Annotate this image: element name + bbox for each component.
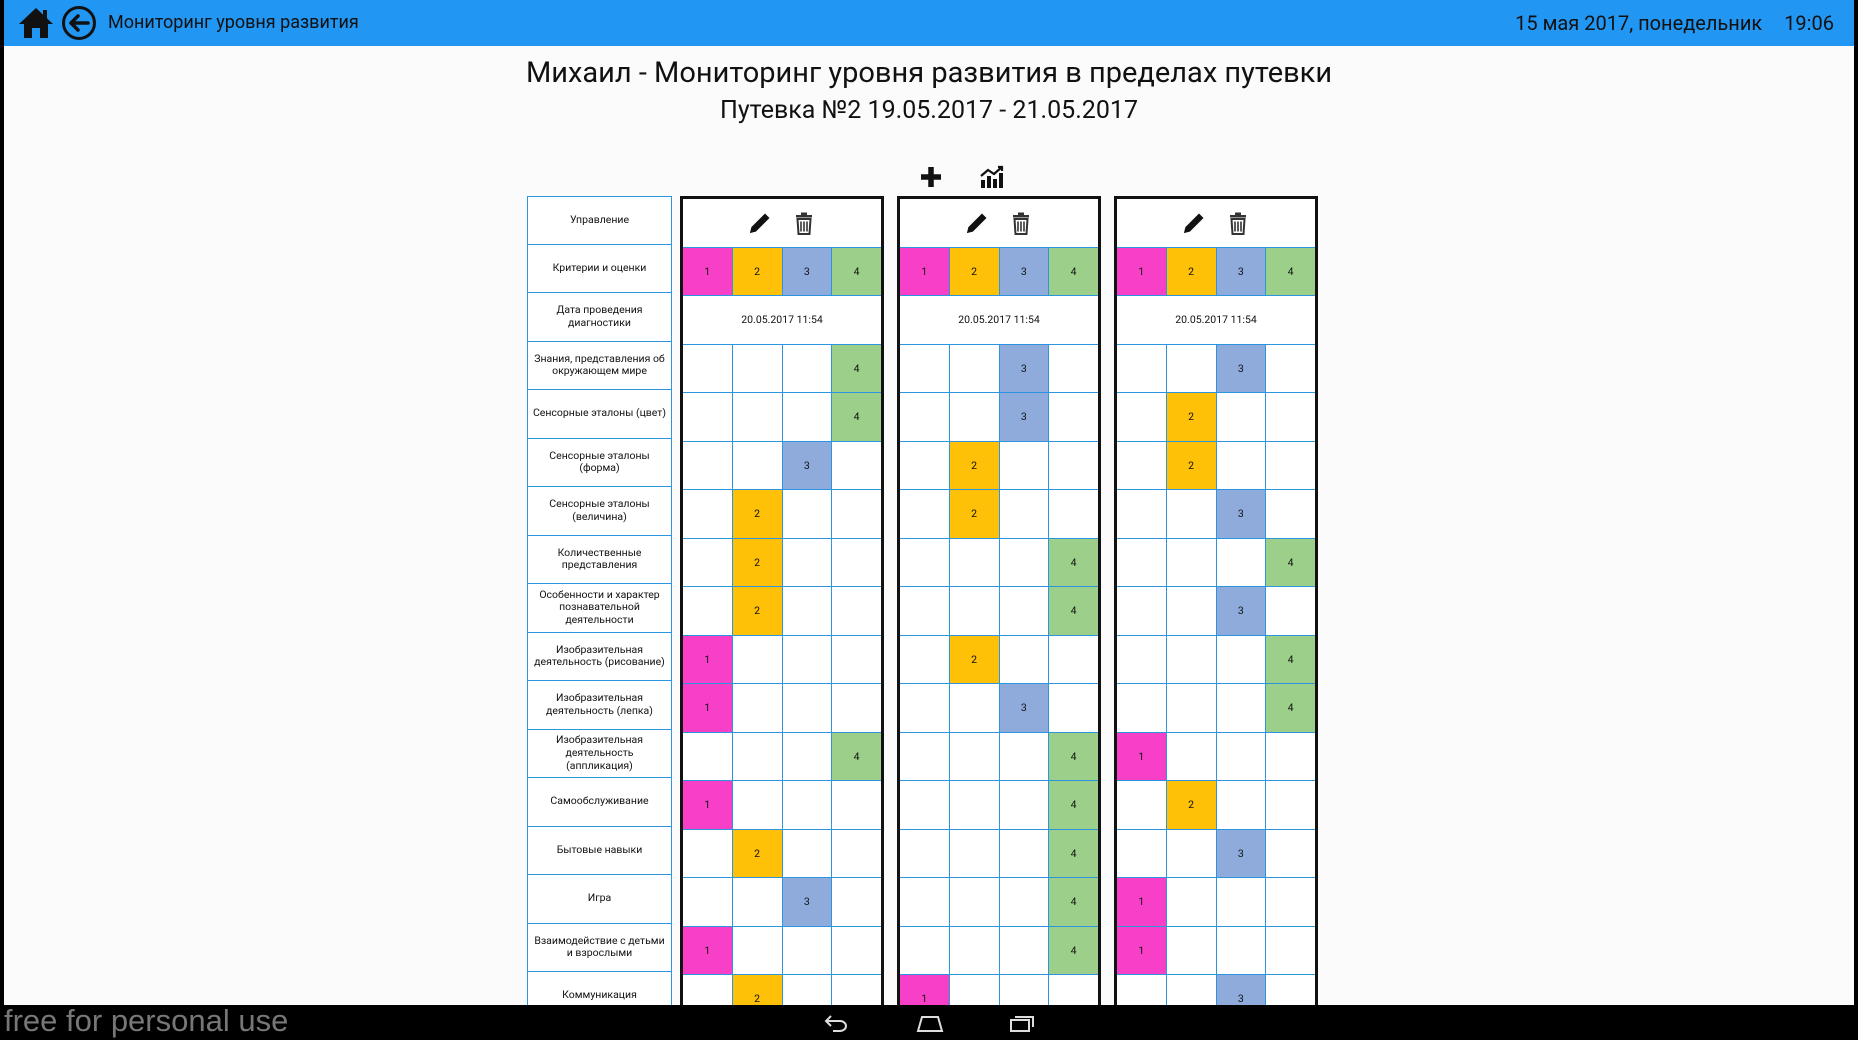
score-cell[interactable]: 1 [1117,878,1167,926]
score-cell[interactable] [783,636,833,684]
criteria-legend-cell: 1 [900,248,950,296]
score-cell[interactable] [683,490,733,538]
score-row [900,927,1098,976]
score-cell[interactable] [1217,539,1267,587]
score-row [1117,684,1315,733]
delete-icon[interactable] [791,210,817,236]
app-bar-title: Мониторинг уровня развития [108,12,359,33]
score-cell[interactable]: 4 [1049,781,1098,829]
score-cell[interactable] [1167,684,1217,732]
score-cell[interactable]: 1 [683,781,733,829]
score-cell[interactable] [1167,927,1217,975]
score-cell[interactable]: 3 [1000,684,1050,732]
score-row [1117,975,1315,1005]
score-cell[interactable] [1049,490,1098,538]
score-cell[interactable] [832,975,881,1005]
score-cell[interactable] [1167,830,1217,878]
score-row [900,830,1098,879]
score-row [1117,393,1315,442]
score-cell[interactable] [1266,393,1315,441]
score-cell[interactable]: 4 [1266,539,1315,587]
score-cell[interactable]: 4 [832,733,881,781]
score-row [1117,587,1315,636]
score-cell[interactable] [1217,684,1267,732]
score-cell[interactable]: 1 [900,975,950,1005]
score-cell[interactable] [783,539,833,587]
criteria-row [1117,248,1315,297]
label-diagnostic-date: Дата проведения диагностики [527,293,672,342]
score-row [683,830,881,879]
criteria-legend-cell: 1 [683,248,733,296]
score-cell[interactable] [1000,636,1050,684]
score-cell[interactable] [900,781,950,829]
score-row [900,733,1098,782]
score-row [1117,781,1315,830]
score-row [900,539,1098,588]
score-row [900,781,1098,830]
score-cell[interactable] [832,636,881,684]
score-cell[interactable] [783,927,833,975]
criteria-legend-cell: 4 [1049,248,1098,296]
score-row [900,345,1098,394]
score-row [683,345,881,394]
score-cell[interactable] [1117,490,1167,538]
score-cell[interactable] [900,830,950,878]
home-icon[interactable] [18,6,54,40]
criterion-label: Количественные представления [527,536,672,585]
score-cell[interactable] [900,442,950,490]
criteria-row [900,248,1098,297]
score-cell[interactable] [1266,587,1315,635]
criteria-legend-cell: 2 [1167,248,1217,296]
date-time [1515,11,1834,35]
score-cell[interactable] [783,345,833,393]
score-cell[interactable]: 1 [683,684,733,732]
score-row [1117,878,1315,927]
score-cell[interactable]: 4 [1049,830,1098,878]
score-row [683,442,881,491]
score-cell[interactable] [900,539,950,587]
score-cell[interactable] [1000,539,1050,587]
score-cell[interactable] [900,490,950,538]
score-cell[interactable] [1000,490,1050,538]
score-row [1117,830,1315,879]
score-row [1117,490,1315,539]
score-cell[interactable] [1000,830,1050,878]
score-row [1117,442,1315,491]
criterion-label: Изобразительная деятельность (лепка) [527,681,672,730]
score-cell[interactable]: 4 [1049,878,1098,926]
score-cell[interactable] [1217,442,1267,490]
score-cell[interactable]: 2 [950,636,1000,684]
score-cell[interactable] [1049,684,1098,732]
score-cell[interactable] [1049,393,1098,441]
score-cell[interactable]: 3 [783,442,833,490]
score-cell[interactable]: 2 [1167,393,1217,441]
score-row [683,393,881,442]
score-cell[interactable]: 2 [733,587,783,635]
label-criteria: Критерии и оценки [527,245,672,294]
score-cell[interactable] [683,830,733,878]
score-row [683,975,881,1005]
score-cell[interactable] [900,684,950,732]
score-cell[interactable] [1000,733,1050,781]
score-cell[interactable] [1217,733,1267,781]
score-cell[interactable]: 4 [1266,684,1315,732]
score-cell[interactable] [832,539,881,587]
score-cell[interactable] [783,684,833,732]
score-row [683,490,881,539]
back-icon[interactable] [61,5,97,41]
score-cell[interactable]: 4 [832,345,881,393]
score-cell[interactable]: 2 [733,490,783,538]
score-cell[interactable] [733,781,783,829]
score-cell[interactable] [900,587,950,635]
score-cell[interactable] [1167,975,1217,1005]
nav-recents-icon[interactable] [1008,1013,1036,1033]
label-management: Управление [527,196,672,245]
score-cell[interactable] [900,927,950,975]
score-cell[interactable] [1266,878,1315,926]
score-cell[interactable] [1117,684,1167,732]
score-cell[interactable]: 3 [1000,393,1050,441]
score-cell[interactable] [683,393,733,441]
score-cell[interactable] [683,442,733,490]
score-cell[interactable] [900,345,950,393]
criteria-label-column [527,196,672,1005]
score-row [1117,636,1315,685]
management-row [900,199,1098,248]
criterion-label: Бытовые навыки [527,827,672,876]
score-cell[interactable] [1266,781,1315,829]
criterion-label: Знания, представления об окружающем мире [527,342,672,391]
score-cell[interactable]: 1 [1117,733,1167,781]
current-date: 15 мая 2017, понедельник [1515,11,1763,35]
criterion-label: Сенсорные эталоны (величина) [527,487,672,536]
score-cell[interactable] [733,345,783,393]
add-icon[interactable] [918,164,944,190]
score-cell[interactable] [1167,733,1217,781]
score-cell[interactable] [733,684,783,732]
edit-icon[interactable] [964,210,990,236]
criteria-legend-cell: 2 [950,248,1000,296]
score-cell[interactable]: 2 [1167,781,1217,829]
score-cell[interactable] [832,587,881,635]
score-cell[interactable] [900,733,950,781]
score-cell[interactable] [783,490,833,538]
score-row [900,442,1098,491]
score-cell[interactable] [950,684,1000,732]
score-cell[interactable] [950,733,1000,781]
score-cell[interactable]: 3 [783,878,833,926]
score-row [1117,345,1315,394]
score-cell[interactable] [832,878,881,926]
score-cell[interactable] [783,781,833,829]
score-cell[interactable]: 4 [1266,636,1315,684]
diagnostic-panel-3 [1114,196,1318,1005]
score-cell[interactable] [1117,393,1167,441]
score-cell[interactable]: 3 [1217,975,1267,1005]
criteria-legend-cell: 3 [1000,248,1050,296]
score-cell[interactable] [1000,442,1050,490]
score-cell[interactable] [1266,442,1315,490]
score-cell[interactable] [1266,733,1315,781]
score-cell[interactable] [1167,345,1217,393]
score-cell[interactable] [950,393,1000,441]
score-cell[interactable] [832,684,881,732]
criteria-legend-cell: 2 [733,248,783,296]
score-row [683,878,881,927]
score-row [900,636,1098,685]
score-cell[interactable]: 3 [1217,587,1267,635]
score-cell[interactable] [683,587,733,635]
criteria-legend-cell: 4 [832,248,881,296]
score-cell[interactable] [1167,490,1217,538]
score-row [683,539,881,588]
score-row [683,927,881,976]
score-cell[interactable]: 2 [950,442,1000,490]
criterion-label: Игра [527,875,672,924]
score-cell[interactable] [1049,345,1098,393]
score-cell[interactable] [1266,345,1315,393]
score-cell[interactable]: 2 [733,975,783,1005]
score-row [683,733,881,782]
score-cell[interactable] [733,733,783,781]
score-row [683,636,881,685]
score-cell[interactable]: 4 [1049,539,1098,587]
score-cell[interactable] [1266,830,1315,878]
score-cell[interactable] [950,587,1000,635]
score-row [900,490,1098,539]
score-cell[interactable] [900,636,950,684]
score-cell[interactable] [783,733,833,781]
score-cell[interactable] [1217,393,1267,441]
score-cell[interactable]: 2 [733,539,783,587]
criteria-legend-cell: 1 [1117,248,1167,296]
score-cell[interactable] [1167,878,1217,926]
score-row [900,587,1098,636]
score-cell[interactable] [733,393,783,441]
diagnostic-date: 20.05.2017 11:54 [683,296,881,345]
score-cell[interactable] [733,878,783,926]
current-time: 19:06 [1784,11,1834,35]
score-row [683,587,881,636]
criteria-legend-cell: 4 [1266,248,1315,296]
score-row [1117,927,1315,976]
diagnostic-date: 20.05.2017 11:54 [1117,296,1315,345]
score-cell[interactable] [832,830,881,878]
score-cell[interactable] [950,830,1000,878]
criterion-label: Самообслуживание [527,778,672,827]
score-cell[interactable] [683,345,733,393]
score-cell[interactable]: 1 [1117,927,1167,975]
score-cell[interactable] [950,345,1000,393]
score-cell[interactable]: 2 [1167,442,1217,490]
page-title: Михаил - Мониторинг уровня развития в пределах путевки [525,56,1333,90]
score-cell[interactable] [1049,636,1098,684]
score-cell[interactable] [832,490,881,538]
score-cell[interactable]: 4 [1049,733,1098,781]
score-cell[interactable]: 4 [1049,927,1098,975]
score-cell[interactable] [1167,636,1217,684]
score-cell[interactable] [1000,975,1050,1005]
criteria-row [683,248,881,297]
score-cell[interactable] [1266,490,1315,538]
score-cell[interactable]: 1 [683,927,733,975]
score-row [683,781,881,830]
score-row [900,684,1098,733]
nav-home-icon[interactable] [915,1013,945,1033]
score-row [1117,539,1315,588]
score-cell[interactable] [832,927,881,975]
score-row [683,684,881,733]
score-cell[interactable] [1117,830,1167,878]
criteria-legend-cell: 3 [783,248,833,296]
score-row [1117,733,1315,782]
edit-icon[interactable] [1181,210,1207,236]
score-cell[interactable] [950,539,1000,587]
score-cell[interactable] [1000,587,1050,635]
score-cell[interactable] [900,393,950,441]
diagnostic-panel-1 [680,196,884,1005]
diagnostic-panel-2 [897,196,1101,1005]
score-cell[interactable] [1049,442,1098,490]
score-cell[interactable] [1049,975,1098,1005]
score-cell[interactable] [1217,878,1267,926]
score-cell[interactable] [683,733,733,781]
criterion-label: Особенности и характер познавательной деятельности [527,584,672,633]
score-cell[interactable]: 3 [1217,490,1267,538]
score-cell[interactable] [683,975,733,1005]
score-cell[interactable] [783,830,833,878]
delete-icon[interactable] [1225,210,1251,236]
criterion-label: Изобразительная деятельность (рисование) [527,633,672,682]
management-row [1117,199,1315,248]
score-cell[interactable] [950,781,1000,829]
system-nav-bar [0,1005,1858,1040]
management-row [683,199,881,248]
score-cell[interactable] [733,442,783,490]
score-cell[interactable]: 2 [950,490,1000,538]
criterion-label: Сенсорные эталоны (цвет) [527,390,672,439]
watermark: free for personal use [4,1003,289,1038]
diagnostic-date: 20.05.2017 11:54 [900,296,1098,345]
score-cell[interactable]: 4 [832,393,881,441]
score-cell[interactable] [1117,345,1167,393]
criteria-legend-cell: 3 [1217,248,1267,296]
score-cell[interactable] [832,442,881,490]
criterion-label: Сенсорные эталоны (форма) [527,439,672,488]
score-cell[interactable] [1217,927,1267,975]
score-cell[interactable] [783,393,833,441]
score-cell[interactable]: 3 [1217,345,1267,393]
score-cell[interactable] [1117,442,1167,490]
score-cell[interactable] [1266,975,1315,1005]
score-cell[interactable] [950,878,1000,926]
score-cell[interactable] [1117,781,1167,829]
score-row [900,878,1098,927]
criterion-label: Коммуникация [527,972,672,1005]
score-cell[interactable] [733,636,783,684]
score-cell[interactable]: 3 [1000,345,1050,393]
criterion-label: Взаимодействие с детьми и взрослыми [527,924,672,973]
criterion-label: Изобразительная деятельность (аппликация) [527,730,672,779]
score-cell[interactable] [1217,781,1267,829]
page-subtitle: Путевка №2 19.05.2017 - 21.05.2017 [719,96,1139,125]
nav-back-icon[interactable] [823,1013,849,1033]
score-row [900,393,1098,442]
score-cell[interactable] [1000,878,1050,926]
score-cell[interactable] [1217,636,1267,684]
score-cell[interactable] [783,975,833,1005]
score-cell[interactable] [1266,927,1315,975]
delete-icon[interactable] [1008,210,1034,236]
score-cell[interactable] [733,927,783,975]
score-cell[interactable] [1117,975,1167,1005]
score-cell[interactable]: 2 [733,830,783,878]
score-cell[interactable] [950,927,1000,975]
score-cell[interactable] [1000,781,1050,829]
score-cell[interactable] [832,781,881,829]
app-screen [4,0,1854,1005]
score-row [900,975,1098,1005]
score-cell[interactable] [683,539,733,587]
score-cell[interactable]: 1 [683,636,733,684]
score-cell[interactable]: 3 [1217,830,1267,878]
score-cell[interactable] [1117,636,1167,684]
score-cell[interactable] [1117,587,1167,635]
score-cell[interactable]: 4 [1049,587,1098,635]
score-cell[interactable] [1167,539,1217,587]
top-app-bar [4,0,1854,46]
score-cell[interactable] [783,587,833,635]
score-cell[interactable] [1167,587,1217,635]
score-cell[interactable] [900,878,950,926]
score-cell[interactable] [1000,927,1050,975]
chart-icon[interactable] [978,164,1004,190]
score-cell[interactable] [1117,539,1167,587]
score-cell[interactable] [683,878,733,926]
score-cell[interactable] [950,975,1000,1005]
edit-icon[interactable] [747,210,773,236]
